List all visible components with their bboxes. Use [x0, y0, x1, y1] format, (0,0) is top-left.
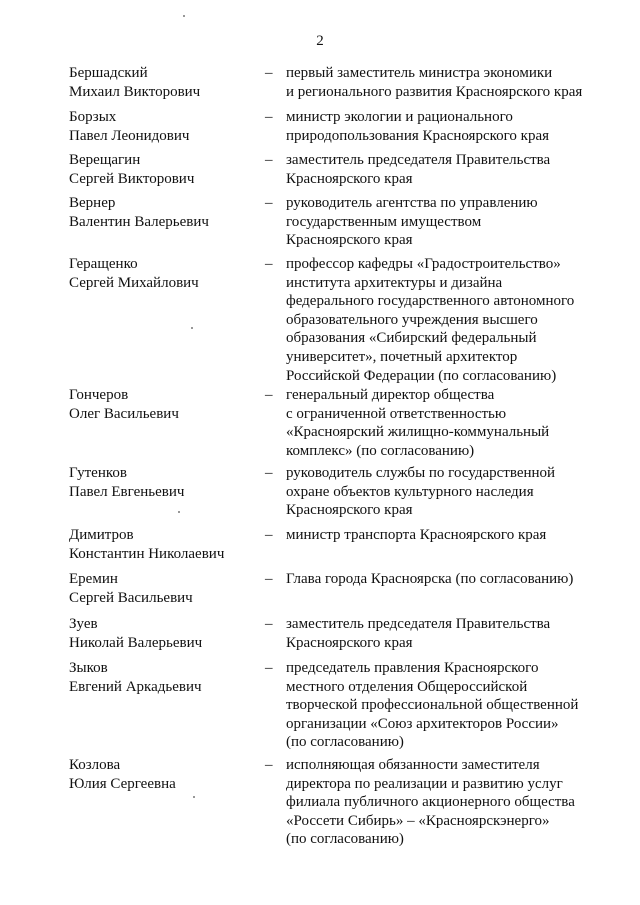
position-line: заместитель председателя Правительства — [286, 152, 551, 168]
position-line: образования «Сибирский федеральный — [286, 330, 537, 347]
member-position — [286, 151, 596, 188]
scan-speck — [183, 15, 185, 17]
member-name — [69, 570, 259, 607]
position-line: и регионального развития Красноярского края — [286, 83, 583, 100]
separator-dash: – — [265, 256, 273, 272]
member-surname: Гутенков — [69, 465, 127, 481]
position-line: творческой профессиональной общественной — [286, 697, 579, 714]
position-line: руководитель службы по государственной — [286, 465, 556, 481]
member-name — [69, 659, 259, 696]
position-line: министр транспорта Красноярского края — [286, 527, 547, 543]
separator-dash: – — [265, 65, 273, 81]
member-name — [69, 756, 259, 793]
position-line: генеральный директор общества — [286, 387, 495, 403]
position-line: Красноярского края — [286, 232, 413, 249]
member-position — [286, 756, 596, 849]
position-line: «Россети Сибирь» – «Красноярскэнерго» — [286, 812, 550, 829]
position-line: с ограниченной ответственностью — [286, 405, 507, 422]
position-line: организации «Союз архитекторов России» — [286, 715, 559, 732]
member-given-name: Олег Васильевич — [69, 405, 179, 422]
position-line: председатель правления Красноярского — [286, 660, 539, 676]
member-name — [69, 386, 259, 423]
member-position — [286, 255, 596, 385]
position-line: министр экологии и рационального — [286, 109, 513, 125]
member-surname: Зыков — [69, 660, 108, 676]
member-surname: Еремин — [69, 571, 118, 587]
separator-dash: – — [265, 109, 273, 125]
member-surname: Верещагин — [69, 152, 141, 168]
member-surname: Гончеров — [69, 387, 129, 403]
position-line: государственным имуществом — [286, 213, 482, 230]
position-line: директора по реализации и развитию услуг — [286, 775, 563, 792]
position-line: федерального государственного автономного — [286, 293, 575, 310]
position-line: Красноярского края — [286, 634, 413, 651]
member-given-name: Павел Леонидович — [69, 127, 190, 144]
member-position — [286, 659, 596, 752]
position-line: (по согласованию) — [286, 831, 404, 848]
position-line: руководитель агентства по управлению — [286, 195, 538, 211]
position-line: Красноярского края — [286, 170, 413, 187]
separator-dash: – — [265, 465, 273, 481]
page-number: 2 — [316, 33, 324, 49]
member-given-name: Сергей Васильевич — [69, 589, 193, 606]
member-given-name: Михаил Викторович — [69, 83, 201, 100]
member-name — [69, 108, 259, 145]
member-position — [286, 464, 596, 520]
position-line: природопользования Красноярского края — [286, 127, 550, 144]
member-position — [286, 108, 596, 145]
position-line: университет», почетный архитектор — [286, 348, 518, 365]
member-name — [69, 526, 259, 563]
position-line: Глава города Красноярска (по согласованию) — [286, 571, 574, 587]
separator-dash: – — [265, 195, 273, 211]
member-surname: Борзых — [69, 109, 117, 125]
member-given-name: Сергей Викторович — [69, 170, 195, 187]
member-given-name: Юлия Сергеевна — [69, 775, 176, 792]
position-line: (по согласованию) — [286, 734, 404, 751]
position-line: института архитектуры и дизайна — [286, 274, 503, 291]
scan-speck — [193, 796, 195, 798]
member-surname: Бершадский — [69, 65, 148, 81]
member-position — [286, 570, 596, 589]
member-name — [69, 194, 259, 231]
member-surname: Козлова — [69, 757, 121, 773]
member-name — [69, 64, 259, 101]
member-position — [286, 386, 596, 460]
position-line: Российской Федерации (по согласованию) — [286, 367, 557, 384]
member-given-name: Константин Николаевич — [69, 545, 225, 562]
separator-dash: – — [265, 527, 273, 543]
separator-dash: – — [265, 571, 273, 587]
member-given-name: Евгений Аркадьевич — [69, 678, 202, 695]
member-given-name: Валентин Валерьевич — [69, 213, 209, 230]
position-line: «Красноярский жилищно-коммунальный — [286, 424, 550, 441]
member-surname: Вернер — [69, 195, 116, 211]
member-position — [286, 526, 596, 545]
scan-speck — [178, 511, 180, 513]
position-line: профессор кафедры «Градостроительство» — [286, 256, 561, 272]
position-line: комплекс» (по согласованию) — [286, 442, 475, 459]
position-line: охране объектов культурного наследия — [286, 483, 534, 500]
scan-speck — [191, 327, 193, 329]
separator-dash: – — [265, 387, 273, 403]
separator-dash: – — [265, 152, 273, 168]
member-surname: Зуев — [69, 616, 98, 632]
member-name — [69, 151, 259, 188]
position-line: заместитель председателя Правительства — [286, 616, 551, 632]
member-given-name: Павел Евгеньевич — [69, 483, 185, 500]
member-name — [69, 615, 259, 652]
member-name — [69, 464, 259, 501]
member-surname: Димитров — [69, 527, 134, 543]
separator-dash: – — [265, 616, 273, 632]
member-name — [69, 255, 259, 292]
separator-dash: – — [265, 757, 273, 773]
position-line: исполняющая обязанности заместителя — [286, 757, 540, 773]
member-surname: Геращенко — [69, 256, 138, 272]
member-position — [286, 194, 596, 250]
position-line: Красноярского края — [286, 502, 413, 519]
member-position — [286, 64, 596, 101]
position-line: образовательного учреждения высшего — [286, 311, 538, 328]
position-line: местного отделения Общероссийской — [286, 678, 528, 695]
separator-dash: – — [265, 660, 273, 676]
position-line: филиала публичного акционерного общества — [286, 794, 575, 811]
member-given-name: Сергей Михайлович — [69, 274, 199, 291]
member-position — [286, 615, 596, 652]
position-line: первый заместитель министра экономики — [286, 65, 553, 81]
member-given-name: Николай Валерьевич — [69, 634, 203, 651]
